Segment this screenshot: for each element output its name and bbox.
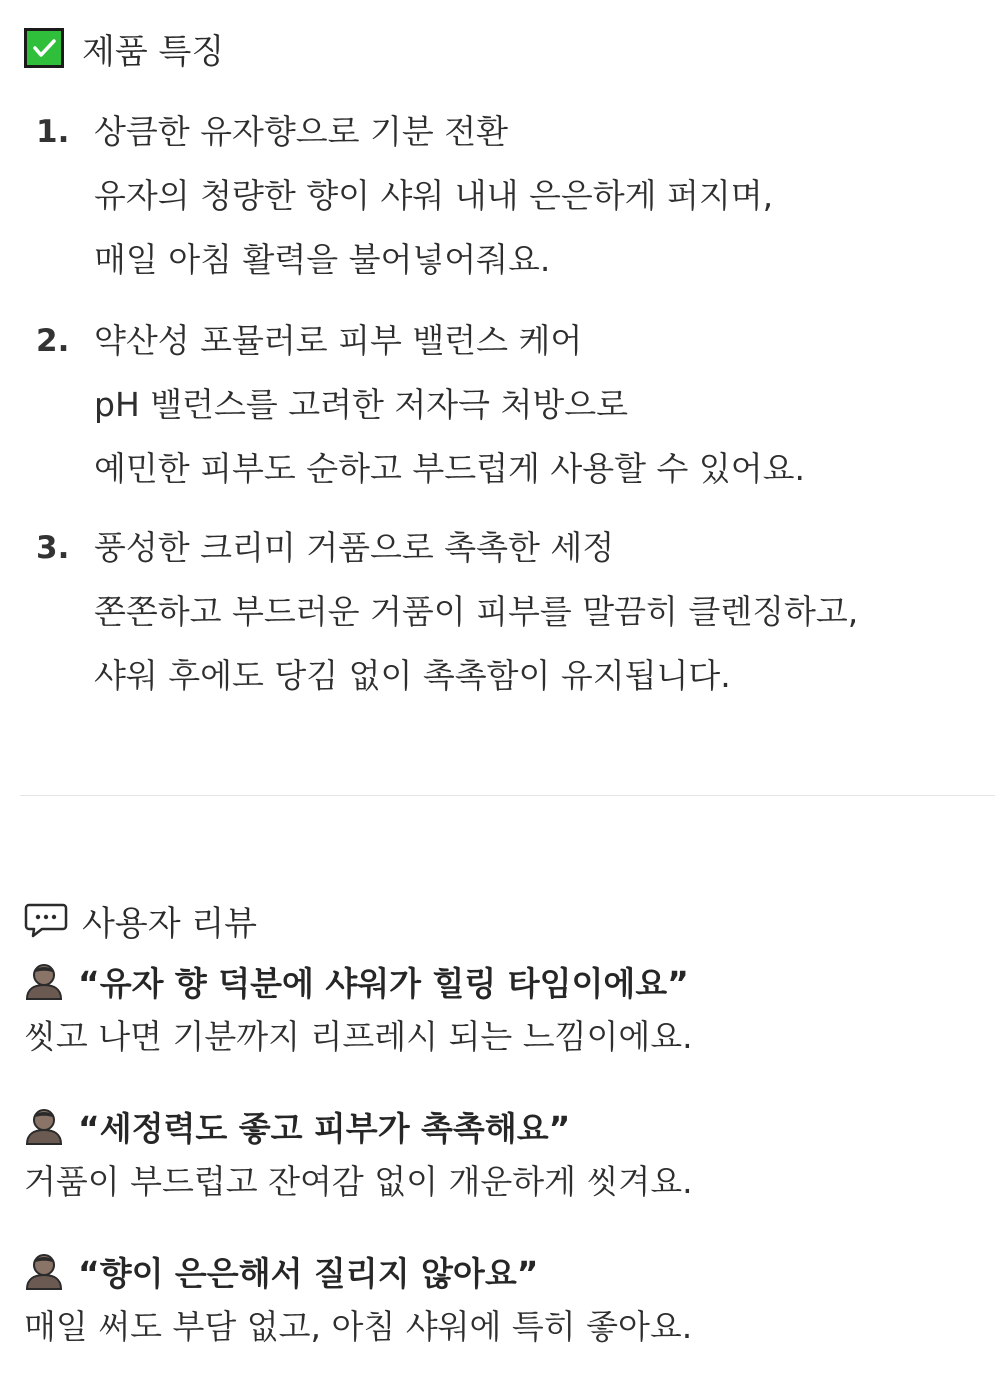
- features-heading: [24, 26, 224, 70]
- feature-number: 2.: [36, 323, 70, 359]
- feature-number: 3.: [36, 530, 70, 566]
- review-quote: “향이 은은해서 질리지 않아요”: [78, 1253, 539, 1293]
- feature-title: 약산성 포뮬러로 피부 밸런스 케어: [94, 321, 583, 360]
- features-heading-text: 제품 특징: [82, 31, 225, 72]
- review-body: 씻고 나면 기분까지 리프레시 되는 느낌이에요.: [24, 1017, 693, 1056]
- review-title: [24, 1246, 538, 1296]
- feature-number: 1.: [36, 114, 70, 150]
- feature-title: 상큼한 유자향으로 기분 전환: [94, 112, 509, 151]
- feature-description-line: 매일 아침 활력을 불어넣어줘요.: [94, 240, 551, 279]
- feature-description-line: 유자의 청량한 향이 샤워 내내 은은하게 퍼지며,: [94, 176, 774, 215]
- review-quote: “유자 향 덕분에 샤워가 힐링 타임이에요”: [78, 963, 689, 1003]
- review-title: [24, 956, 689, 1006]
- feature-description-line: 예민한 피부도 순하고 부드럽게 사용할 수 있어요.: [94, 449, 805, 488]
- speech-bubble-icon: [24, 900, 68, 940]
- person-icon: [24, 1106, 64, 1146]
- check-box-icon: [24, 28, 64, 68]
- review-quote: “세정력도 좋고 피부가 촉촉해요”: [78, 1108, 571, 1148]
- person-icon: [24, 961, 64, 1001]
- review-title: [24, 1101, 570, 1151]
- reviews-heading: [24, 896, 257, 944]
- reviews-heading-text: 사용자 리뷰: [82, 903, 258, 944]
- feature-description-line: pH 밸런스를 고려한 저자극 처방으로: [94, 385, 629, 424]
- feature-description-line: 샤워 후에도 당김 없이 촉촉함이 유지됩니다.: [94, 656, 731, 695]
- feature-description-line: 쫀쫀하고 부드러운 거품이 피부를 말끔히 클렌징하고,: [94, 592, 859, 631]
- section-divider: [20, 795, 995, 796]
- review-body: 거품이 부드럽고 잔여감 없이 개운하게 씻겨요.: [24, 1162, 693, 1201]
- review-body: 매일 써도 부담 없고, 아침 샤워에 특히 좋아요.: [24, 1307, 693, 1346]
- feature-title: 풍성한 크리미 거품으로 촉촉한 세정: [94, 528, 615, 567]
- person-icon: [24, 1251, 64, 1291]
